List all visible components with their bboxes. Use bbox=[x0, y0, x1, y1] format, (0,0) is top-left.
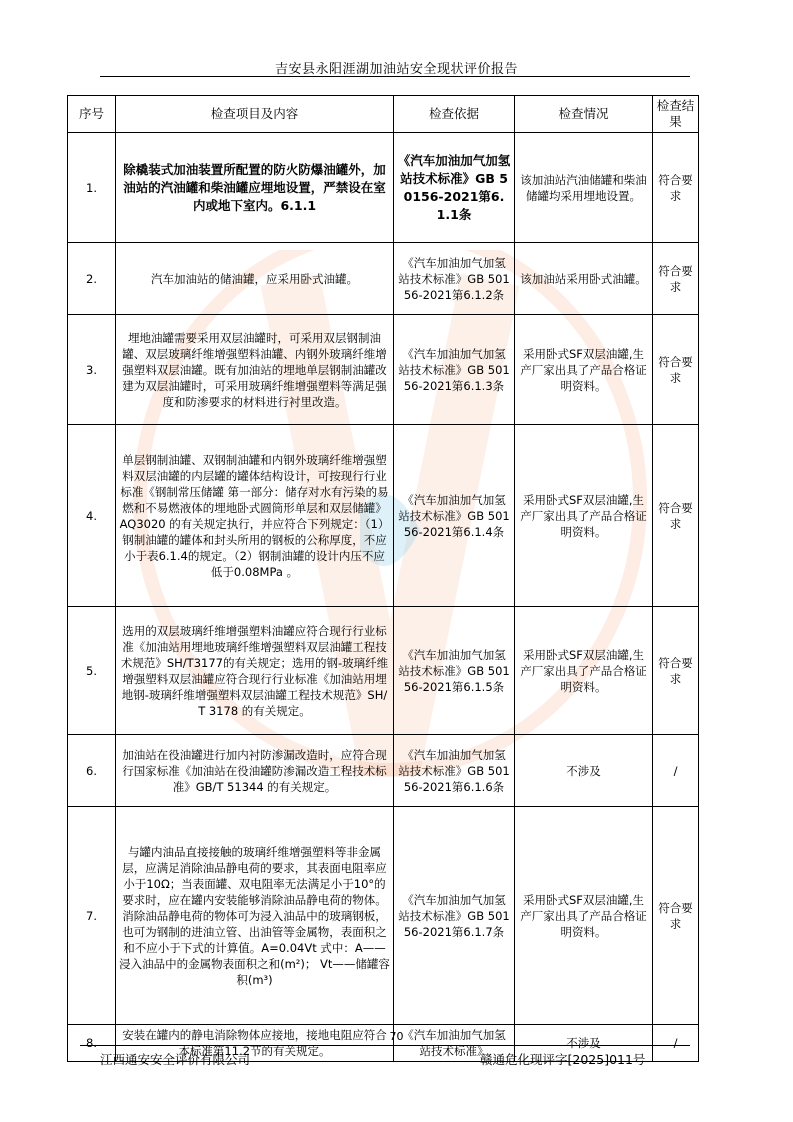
row-result: 符合要求 bbox=[653, 243, 699, 315]
row-situation: 该加油站汽油储罐和柴油储罐均采用埋地设置。 bbox=[515, 133, 653, 243]
col-header-item: 检查项目及内容 bbox=[116, 96, 394, 133]
col-header-situation: 检查情况 bbox=[515, 96, 653, 133]
row-situation: 该加油站采用卧式油罐。 bbox=[515, 243, 653, 315]
col-header-result: 检查结果 bbox=[653, 96, 699, 133]
table-header-row bbox=[68, 96, 699, 133]
row-no: 8. bbox=[68, 1025, 116, 1062]
col-header-basis: 检查依据 bbox=[394, 96, 515, 133]
row-situation: 采用卧式SF双层油罐,生产厂家出具了产品合格证明资料。 bbox=[515, 315, 653, 425]
footer-divider bbox=[80, 1045, 690, 1046]
row-result: 符合要求 bbox=[653, 425, 699, 607]
table-row bbox=[68, 315, 699, 425]
row-basis: 《汽车加油加气加氢站技术标准》GB 50156-2021第6.1.1条 bbox=[394, 133, 515, 243]
col-header-no: 序号 bbox=[68, 96, 116, 133]
row-situation: 采用卧式SF双层油罐,生产厂家出具了产品合格证明资料。 bbox=[515, 807, 653, 1025]
row-item: 埋地油罐需要采用双层油罐时，可采用双层钢制油罐、双层玻璃纤维增强塑料油罐、内钢外玻璃纤维增强塑料双层油罐。既有加油站的埋地单层钢制油罐改建为双层油罐时，可采用玻璃纤维增强塑料等满足强度和防渗要求的材料进行衬里改造。 bbox=[116, 315, 394, 425]
row-no: 3. bbox=[68, 315, 116, 425]
footer-report-number: 赣通危化现评字[2025]011号 bbox=[480, 1052, 646, 1067]
row-basis: 《汽车加油加气加氢站技术标准》GB 50156-2021第6.1.3条 bbox=[394, 315, 515, 425]
row-basis: 《汽车加油加气加氢站技术标准》GB 50156-2021第6.1.4条 bbox=[394, 425, 515, 607]
row-item: 单层钢制油罐、双钢制油罐和内钢外玻璃纤维增强塑料双层油罐的内层罐的罐体结构设计，可按现行行业标准《钢制常压储罐 第一部分：储存对水有污染的易燃和不易燃液体的埋地卧式圆筒形单层和双层储罐》AQ3020 的有关规定执行，并应符合下列规定：（1）钢制油罐的罐体和封头所用的钢板的公称厚度，不应小于表6.1.4的规定。（2）钢制油罐的设计内压不应低于0.08MPa 。 bbox=[116, 425, 394, 607]
row-situation: 采用卧式SF双层油罐,生产厂家出具了产品合格证明资料。 bbox=[515, 425, 653, 607]
table-row bbox=[68, 807, 699, 1025]
row-basis: 《汽车加油加气加氢站技术标准》 bbox=[394, 1025, 515, 1062]
table-row bbox=[68, 425, 699, 607]
row-no: 7. bbox=[68, 807, 116, 1025]
row-item: 选用的双层玻璃纤维增强塑料油罐应符合现行行业标准《加油站用埋地玻璃纤维增强塑料双层油罐工程技术规范》SH/T3177的有关规定；选用的钢-玻璃纤维增强塑料双层油罐应符合现行行业标准《加油站用埋地钢-玻璃纤维增强塑料双层油罐工程技术规范》SH/T 3178 的有关规定。 bbox=[116, 607, 394, 735]
row-item: 除橇装式加油装置所配置的防火防爆油罐外，加油站的汽油罐和柴油罐应埋地设置，严禁设在室内或地下室内。6.1.1 bbox=[116, 133, 394, 243]
row-result: / bbox=[653, 735, 699, 807]
row-no: 5. bbox=[68, 607, 116, 735]
row-result: 符合要求 bbox=[653, 315, 699, 425]
footer-company: 江西通安安全评价有限公司 bbox=[100, 1052, 251, 1067]
header-divider bbox=[100, 76, 690, 77]
row-result: 符合要求 bbox=[653, 133, 699, 243]
row-no: 6. bbox=[68, 735, 116, 807]
row-situation: 不涉及 bbox=[515, 735, 653, 807]
row-basis: 《汽车加油加气加氢站技术标准》GB 50156-2021第6.1.2条 bbox=[394, 243, 515, 315]
row-result: 符合要求 bbox=[653, 807, 699, 1025]
table-row bbox=[68, 607, 699, 735]
row-result: 符合要求 bbox=[653, 607, 699, 735]
row-result: / bbox=[653, 1025, 699, 1062]
table-row bbox=[68, 243, 699, 315]
row-no: 1. bbox=[68, 133, 116, 243]
row-no: 4. bbox=[68, 425, 116, 607]
row-item: 汽车加油站的储油罐，应采用卧式油罐。 bbox=[116, 243, 394, 315]
row-no: 2. bbox=[68, 243, 116, 315]
row-basis: 《汽车加油加气加氢站技术标准》GB 50156-2021第6.1.6条 bbox=[394, 735, 515, 807]
row-situation: 采用卧式SF双层油罐,生产厂家出具了产品合格证明资料。 bbox=[515, 607, 653, 735]
row-situation: 不涉及 bbox=[515, 1025, 653, 1062]
row-item: 安装在罐内的静电消除物体应接地，接地电阻应符合本标准第11.2节的有关规定。 bbox=[116, 1025, 394, 1062]
page-number: 70 bbox=[389, 1030, 404, 1043]
row-item: 与罐内油品直接接触的玻璃纤维增强塑料等非金属层，应满足消除油品静电荷的要求，其表面电阻率应小于10Ω；当表面罐、双电阻率无法满足小于10°的要求时，应在罐内安装能够消除油品静电荷的物体。消除油品静电荷的物体可为浸入油品中的玻璃钢板，也可为钢制的进油立管、出油管等金属物，表面积之和不应小于下式的计算值。A=0.04Vt 式中：A——浸入油品中的金属物表面积之和(m²)； Vt——储罐容积(m³) bbox=[116, 807, 394, 1025]
page-header-title: 吉安县永阳涯湖加油站安全现状评价报告 bbox=[274, 62, 518, 77]
row-basis: 《汽车加油加气加氢站技术标准》GB 50156-2021第6.1.7条 bbox=[394, 807, 515, 1025]
row-item: 加油站在役油罐进行加内衬防渗漏改造时，应符合现行国家标准《加油站在役油罐防渗漏改造工程技术标准》GB/T 51344 的有关规定。 bbox=[116, 735, 394, 807]
row-basis: 《汽车加油加气加氢站技术标准》GB 50156-2021第6.1.5条 bbox=[394, 607, 515, 735]
inspection-table bbox=[67, 95, 699, 1062]
table-row bbox=[68, 133, 699, 243]
table-row bbox=[68, 735, 699, 807]
